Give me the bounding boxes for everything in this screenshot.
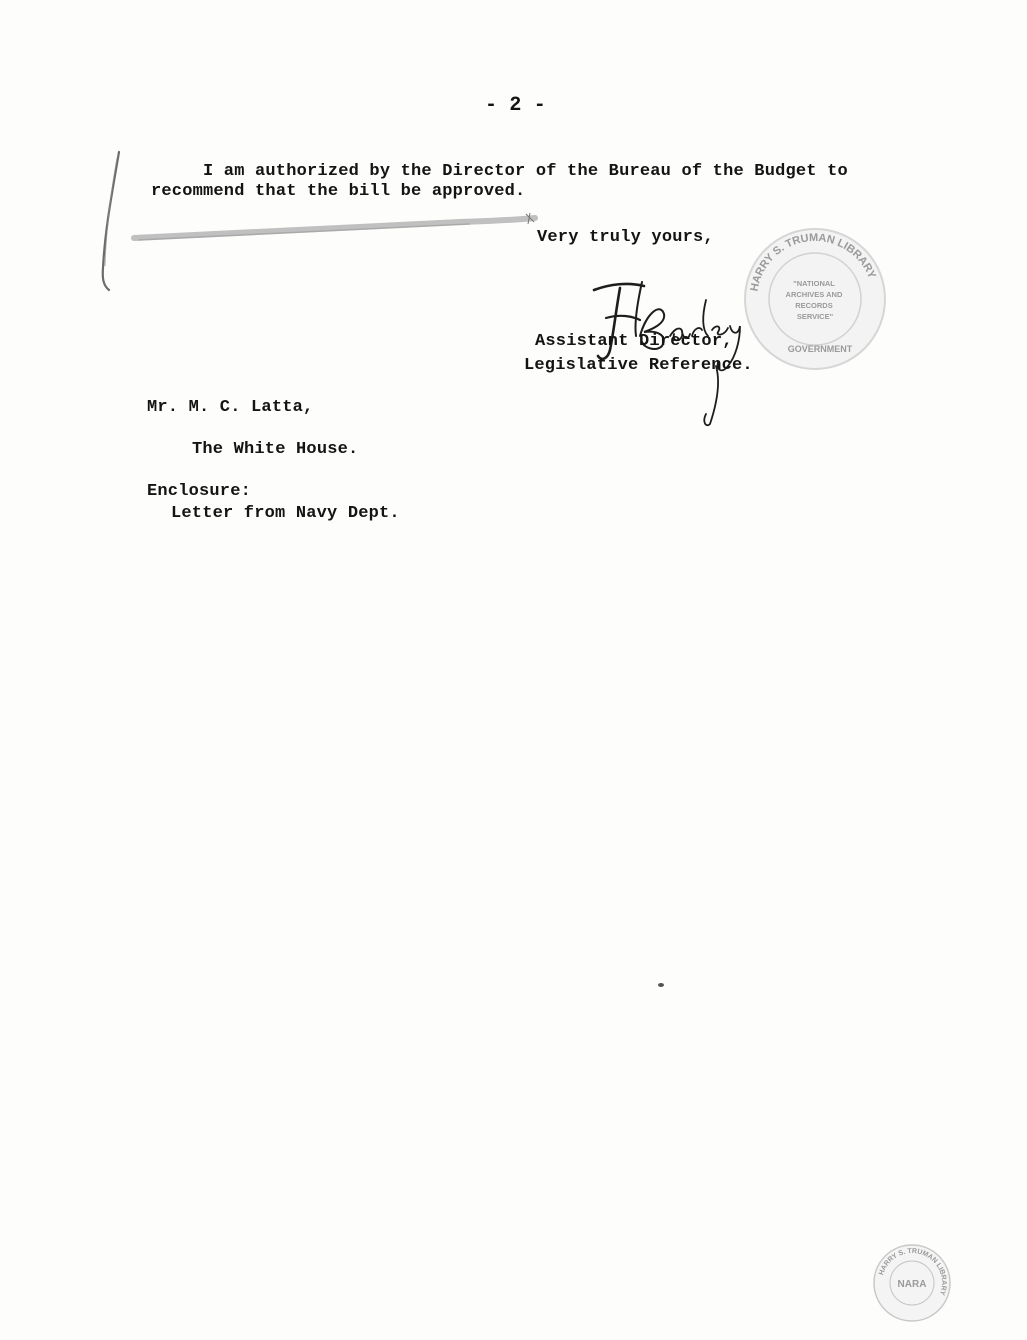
stamp-ring-text: HARRY S. TRUMAN LIBRARY <box>748 231 878 293</box>
addressee-place: The White House. <box>192 440 359 459</box>
addressee-name: Mr. M. C. Latta, <box>147 398 314 417</box>
ink-speck <box>658 983 664 987</box>
pencil-margin-bracket <box>95 148 125 298</box>
svg-text:"NATIONAL ARCHIVES AND: "NATIONAL ARCHIVES AND RECORDS SERVICE" <box>785 279 843 321</box>
signer-title: Assistant Director, <box>535 332 733 351</box>
nara-stamp-icon <box>872 1243 952 1323</box>
closing-salutation: Very truly yours, <box>537 228 714 247</box>
body-text-line-2: recommend that the bill be approved. <box>151 182 526 201</box>
page-number: - 2 - <box>485 94 547 117</box>
signer-office: Legislative Reference. <box>524 356 753 375</box>
enclosure-item: Letter from Navy Dept. <box>171 504 400 523</box>
svg-text:GOVERNMENT: GOVERNMENT <box>787 344 853 354</box>
nara-stamp-ring-text: HARRY S. TRUMAN LIBRARY <box>878 1247 948 1296</box>
enclosure-label: Enclosure: <box>147 482 252 501</box>
body-text-line-1: I am authorized by the Director of the Bureau of the Budget to <box>203 162 848 181</box>
svg-text:NARA: NARA <box>897 1279 927 1290</box>
pencil-underline-stroke <box>130 212 550 248</box>
truman-library-stamp-icon <box>742 226 888 372</box>
